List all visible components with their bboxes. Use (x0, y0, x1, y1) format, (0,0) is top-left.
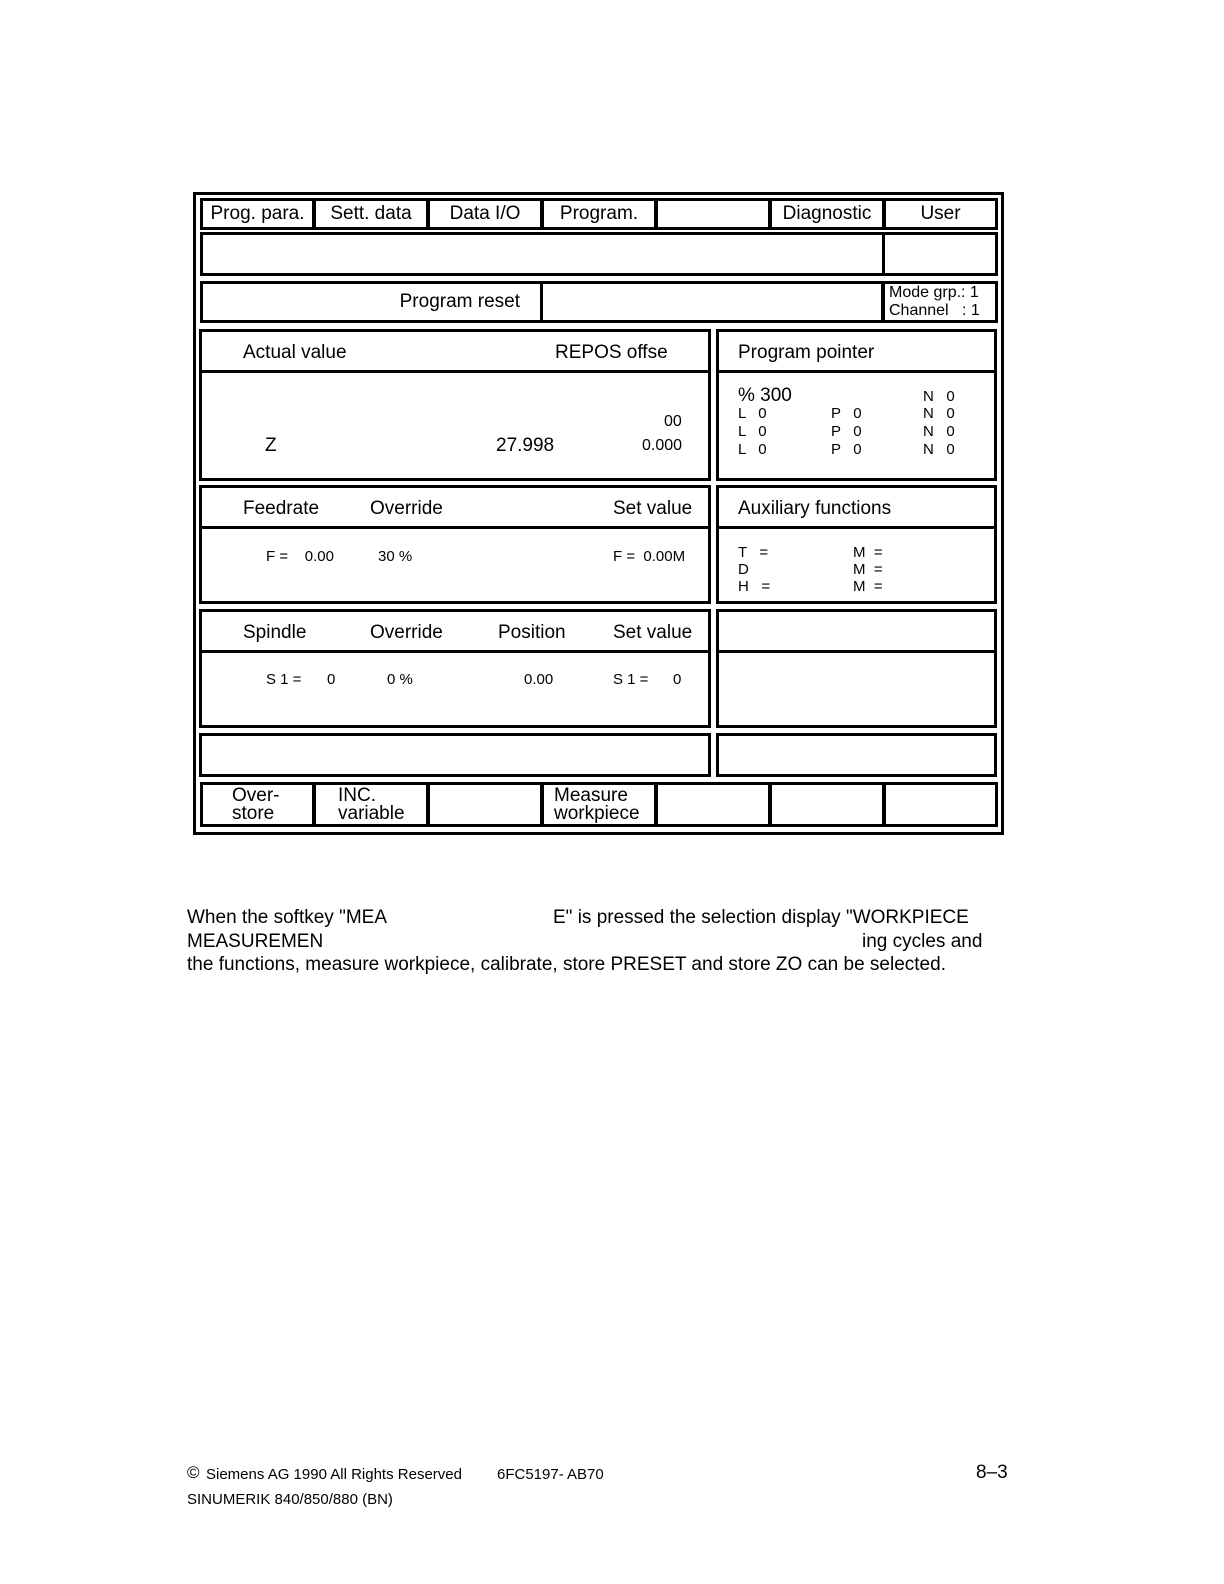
aux-h: H = (738, 578, 771, 595)
softkey-label-line2: variable (338, 802, 405, 824)
pointer-n-0: N 0 (923, 388, 955, 405)
spare-panel-body (716, 650, 997, 728)
spare-panel-header (716, 609, 997, 653)
tab-label: Diagnostic (782, 203, 872, 224)
aux-m-1: M = (853, 561, 883, 578)
description-line1a: When the softkey "MEA (187, 907, 387, 928)
pointer-l-0: L 0 (738, 405, 767, 422)
softkey-empty-7[interactable] (883, 782, 998, 827)
tab-label: Data I/O (449, 203, 521, 224)
aux-t: T = (738, 544, 769, 561)
spindle-body (199, 650, 711, 728)
actual-value-title: Actual value (243, 342, 347, 363)
spindle-value-label: S 1 = (266, 671, 302, 688)
softkey-overstore[interactable] (200, 782, 315, 827)
softkey-inc-variable[interactable] (313, 782, 429, 827)
softkey-empty-3[interactable] (427, 782, 543, 827)
feedrate-override-title: Override (370, 498, 443, 519)
spindle-set-value-label: S 1 = (613, 671, 649, 688)
spindle-override-title: Override (370, 622, 443, 643)
actual-value-body (199, 370, 711, 481)
aux-d: D (738, 561, 749, 578)
softkey-label-line1: Over- (232, 784, 280, 806)
tab-data-io[interactable] (427, 198, 543, 230)
program-pointer-body (716, 370, 997, 481)
pointer-l-2: L 0 (738, 441, 767, 458)
repos-offset-title: REPOS offse (555, 342, 668, 363)
tab-program[interactable] (541, 198, 657, 230)
auxiliary-header (716, 485, 997, 529)
aux-m-2: M = (853, 578, 883, 595)
mode-group: Mode grp.: 1 (889, 284, 979, 301)
pointer-l-1: L 0 (738, 423, 767, 440)
feedrate-header (199, 485, 711, 529)
spindle-position: 0.00 (524, 671, 554, 688)
tab-empty[interactable] (655, 198, 771, 230)
pointer-n-1: N 0 (923, 405, 955, 422)
program-pointer-header (716, 329, 997, 373)
softkey-label-line2: store (232, 802, 275, 824)
aux-m-0: M = (853, 544, 883, 561)
offset-top: 00 (664, 413, 682, 430)
footer-copyright: Siemens AG 1990 All Rights Reserved (206, 1466, 462, 1483)
softkey-label-line1: Measure (554, 784, 628, 806)
spindle-value: 0 (327, 671, 336, 688)
tab-user[interactable] (883, 198, 998, 230)
axis-position: 27.998 (496, 435, 555, 456)
pointer-p-1: P 0 (831, 423, 862, 440)
spindle-position-title: Position (498, 622, 566, 643)
tab-diagnostic[interactable] (769, 198, 885, 230)
spindle-override: 0 % (387, 671, 413, 688)
dialog-line-left (199, 733, 711, 777)
copyright-icon: © (187, 1463, 200, 1482)
tab-label: Sett. data (330, 203, 412, 224)
status-empty-field (540, 281, 884, 323)
spindle-header (199, 609, 711, 653)
auxiliary-title: Auxiliary functions (738, 498, 892, 519)
dialog-line-right (716, 733, 997, 777)
feedrate-body (199, 526, 711, 604)
softkey-label-line1: INC. (338, 784, 376, 806)
feedrate-set-value: F = 0.00M (613, 548, 686, 565)
description-line1b: E" is pressed the selection display "WORKPIECE (553, 907, 969, 928)
spindle-set-value: 0 (673, 671, 682, 688)
feedrate-title: Feedrate (243, 498, 320, 519)
footer-page-number: 8–3 (976, 1462, 1008, 1483)
program-state: Program reset (399, 291, 520, 312)
spindle-set-value-title: Set value (613, 622, 693, 643)
spindle-title: Spindle (243, 622, 307, 643)
description-line2a: MEASUREMEN (187, 931, 324, 952)
softkey-empty-5[interactable] (655, 782, 771, 827)
pointer-n-3: N 0 (923, 441, 955, 458)
feedrate-override: 30 % (378, 548, 413, 565)
tab-label: User (920, 203, 961, 224)
actual-value-header (199, 329, 711, 373)
feedrate-set-value-title: Set value (613, 498, 693, 519)
description-line2b: ing cycles and (862, 931, 983, 952)
footer-product: SINUMERIK 840/850/880 (BN) (187, 1491, 393, 1508)
tab-label: Prog. para. (210, 203, 305, 224)
message-line (200, 232, 886, 276)
pointer-p-0: P 0 (831, 405, 862, 422)
footer-order-number: 6FC5197- AB70 (497, 1466, 604, 1483)
tab-prog-para[interactable] (200, 198, 315, 230)
auxiliary-body (716, 526, 997, 604)
pointer-p-2: P 0 (831, 441, 862, 458)
program-pointer-title: Program pointer (738, 342, 875, 363)
feedrate-value: F = 0.00 (266, 548, 334, 565)
message-indicator (882, 232, 998, 276)
softkey-label-line2: workpiece (554, 802, 640, 824)
mode-group-field (882, 281, 998, 323)
tab-sett-data[interactable] (313, 198, 429, 230)
program-number: % 300 (738, 385, 792, 406)
axis-offset: 0.000 (642, 437, 683, 454)
axis-name: Z (265, 435, 277, 456)
softkey-measure-workpiece[interactable] (541, 782, 657, 827)
softkey-empty-6[interactable] (769, 782, 885, 827)
program-state-field (200, 281, 543, 323)
tab-label: Program. (559, 203, 639, 224)
pointer-n-2: N 0 (923, 423, 955, 440)
channel: Channel : 1 (889, 302, 980, 319)
description-line3: the functions, measure workpiece, calibrate, store PRESET and store ZO can be selected. (187, 954, 946, 975)
